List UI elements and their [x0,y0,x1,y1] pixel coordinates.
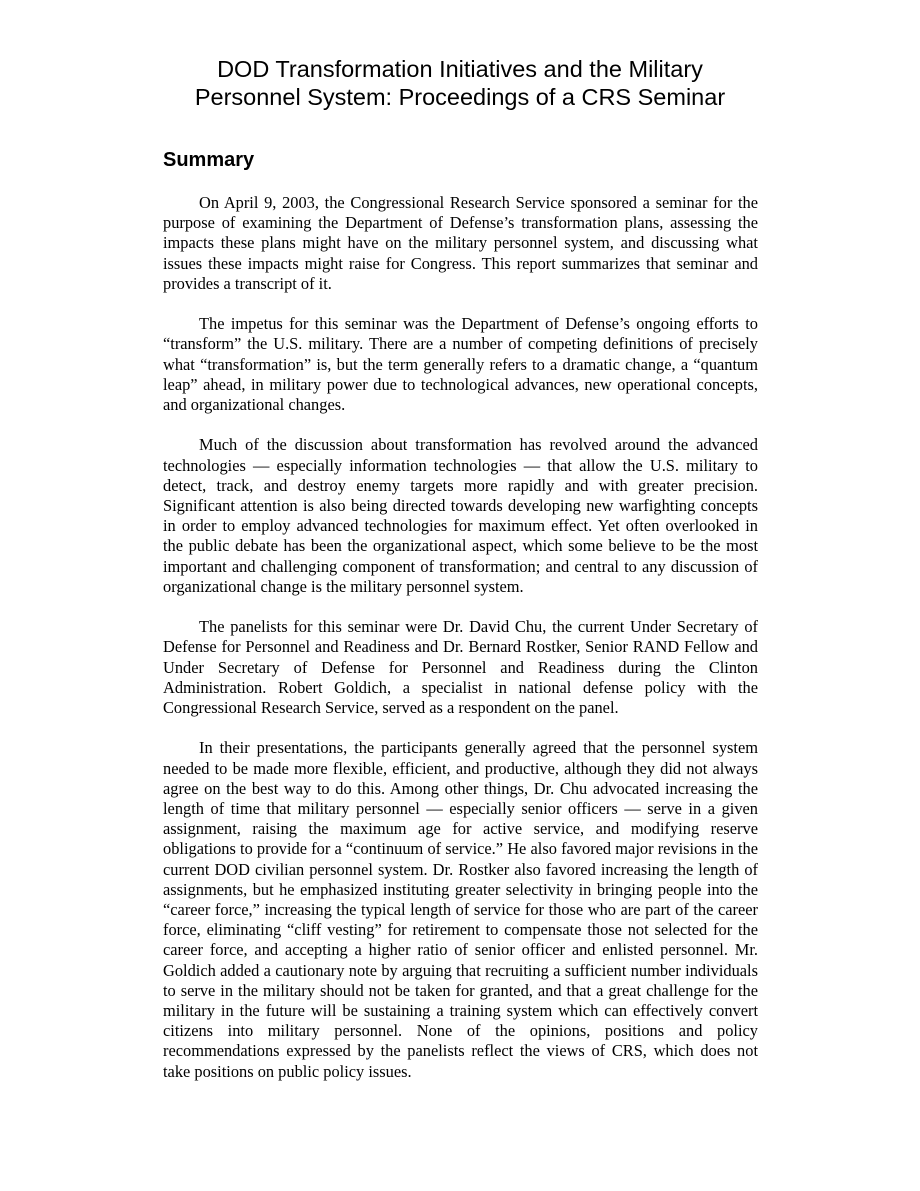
paragraph: In their presentations, the participants generally agreed that the personnel system needed to be made more flexible, efficient, and productive, although they did not always agree on the best way to do this. Among other things, Dr. Chu advocated increasing the length of time that military personnel — especially senior officers — serve in a given assignment, raising the maximum age for active service, and modifying reserve obligations to provide for a “continuum of service.” He also favored major revisions in the current DOD civilian personnel system. Dr. Rostker also favored increasing the length of assignments, but he emphasized instituting greater selectivity in bringing people into the “career force,” increasing the typical length of service for those who are part of the career force, eliminating “cliff vesting” for retirement to compensate those not selected for the career force, and accepting a higher ratio of senior officer and enlisted personnel. Mr. Goldich added a cautionary note by arguing that recruiting a sufficient number individuals to serve in the military should not be taken for granted, and that a great challenge for the military in the future will be sustaining a training system which can effectively convert citizens into military personnel. None of the opinions, positions and policy recommendations expressed by the panelists reflect the views of CRS, which does not take positions on public policy issues. [163,738,758,1081]
paragraph: On April 9, 2003, the Congressional Research Service sponsored a seminar for the purpose of examining the Department of Defense’s transformation plans, assessing the impacts these plans might have on the military personnel system, and discussing what issues these impacts might raise for Congress. This report summarizes that seminar and provides a transcript of it. [163,193,758,293]
summary-body [163,193,758,1102]
title-line-2: Personnel System: Proceedings of a CRS Seminar [194,84,726,110]
document-title [110,55,810,111]
paragraph: The panelists for this seminar were Dr. David Chu, the current Under Secretary of Defense for Personnel and Readiness and Dr. Bernard Rostker, Senior RAND Fellow and Under Secretary of Defense for Personnel and Readiness during the Clinton Administration. Robert Goldich, a specialist in national defense policy with the Congressional Research Service, served as a respondent on the panel. [163,617,758,718]
section-heading-summary: Summary [163,149,255,171]
title-line-1: DOD Transformation Initiatives and the Military [217,56,703,82]
paragraph: The impetus for this seminar was the Department of Defense’s ongoing efforts to “transform” the U.S. military. There are a number of competing definitions of precisely what “transformation” is, but the term generally refers to a dramatic change, a “quantum leap” ahead, in military power due to technological advances, new operational concepts, and organizational changes. [163,314,758,415]
paragraph: Much of the discussion about transformation has revolved around the advanced technologies — especially information technologies — that allow the U.S. military to detect, track, and destroy enemy targets more rapidly and with greater precision. Significant attention is also being directed towards developing new warfighting concepts in order to employ advanced technologies for maximum effect. Yet often overlooked in the public debate has been the organizational aspect, which some believe to be the most important and challenging component of transformation; and central to any discussion of organizational change is the military personnel system. [163,435,758,596]
